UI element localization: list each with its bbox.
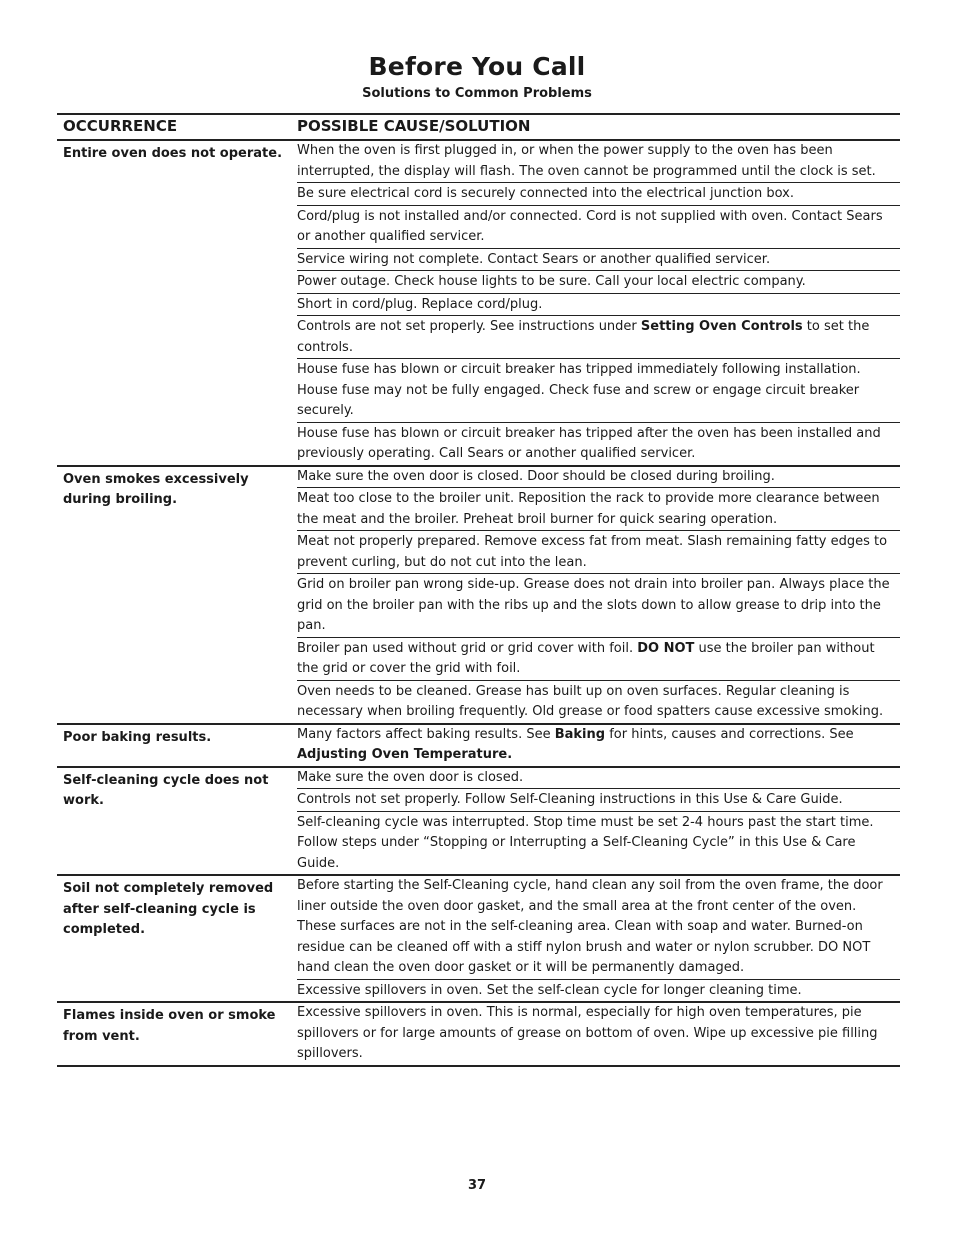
solution-item xyxy=(297,270,900,293)
solution-text: Make sure the oven door is closed. Door should be closed during broiling. xyxy=(297,468,775,484)
solution-text: Excessive spillovers in oven. Set the self-clean cycle for longer cleaning time. xyxy=(297,982,802,998)
solution-text: Grid on broiler pan wrong side-up. Grease does not drain into broiler pan. Always place the grid on the broiler pan with the ribs up and the slots down to allow grease to drip into the pan. xyxy=(297,577,890,633)
solution-text: for hints, causes and corrections. See xyxy=(605,726,854,742)
solution-item xyxy=(297,467,900,488)
occurrence-label: Oven smokes excessively during broiling. xyxy=(63,471,249,507)
problem-group xyxy=(57,876,900,1003)
solution-item xyxy=(297,979,900,1002)
solution-text: House fuse has blown or circuit breaker has tripped after the oven has been installed and previously operating. Call Sears or another qualified servicer. xyxy=(297,425,881,461)
page-subtitle: Solutions to Common Problems xyxy=(362,86,592,101)
solution-item xyxy=(297,768,900,789)
solution-item xyxy=(297,205,900,248)
solution-emphasis: Baking xyxy=(554,726,606,742)
solution-text: Power outage. Check house lights to be sure. Call your local electric company. xyxy=(297,274,806,289)
solution-item xyxy=(297,293,900,316)
solution-item xyxy=(297,141,900,182)
solutions-list xyxy=(297,1003,900,1065)
occurrence-label: Self-cleaning cycle does not work. xyxy=(63,772,269,808)
solution-item xyxy=(297,358,900,422)
problem-group xyxy=(57,725,900,768)
solution-text: Be sure electrical cord is securely connected into the electrical junction box. xyxy=(297,186,794,201)
solution-text: House fuse has blown or circuit breaker has tripped immediately following installation. House fuse may not be fully engaged. Check fuse and screw or engage circuit breaker securely. xyxy=(297,362,861,418)
solution-text: use the broiler pan without the grid or cover the grid with foil. xyxy=(297,640,875,676)
solution-text: Before starting the Self-Cleaning cycle, hand clean any soil from the oven frame, the door liner outside the oven door gasket, and the small area at the front center of the oven. These surfaces are not in the self-cleaning area. Clean with soap and water. Burned-on residue can be cleaned off with a stiff nylon brush and water or nylon scrubber. DO NOT hand clean the oven door gasket or it will be permanently damaged. xyxy=(297,878,883,975)
solution-text: Make sure the oven door is closed. xyxy=(297,769,524,785)
page-number: 37 xyxy=(467,1178,487,1193)
solution-item xyxy=(297,788,900,811)
occurrence-label: Entire oven does not operate. xyxy=(63,146,283,161)
solution-item xyxy=(297,680,900,723)
solution-item xyxy=(297,182,900,205)
solution-text: Many factors affect baking results. See xyxy=(297,726,555,742)
solution-item xyxy=(297,248,900,271)
solutions-list xyxy=(297,467,900,723)
solution-emphasis: Adjusting Oven Temperature. xyxy=(297,747,513,762)
solution-text: Controls are not set properly. See instructions under xyxy=(297,319,641,334)
problem-group xyxy=(57,1003,900,1067)
solution-item xyxy=(297,637,900,680)
solution-text: Meat not properly prepared. Remove excess fat from meat. Slash remaining fatty edges to prevent curling, but do not cut into the lean. xyxy=(297,534,888,570)
solution-text: Meat too close to the broiler unit. Reposition the rack to provide more clearance between the meat and the broiler. Preheat broil burner for quick searing operation. xyxy=(297,491,880,527)
table-header xyxy=(57,113,900,141)
solution-text: Oven needs to be cleaned. Grease has built up on oven surfaces. Regular cleaning is necessary when broiling frequently. Old grease or food spatters cause excessive smoking. xyxy=(297,683,884,719)
solution-item xyxy=(297,1003,900,1065)
solution-item xyxy=(297,876,900,979)
page-title: Before You Call xyxy=(368,52,586,81)
solution-text: Service wiring not complete. Contact Sears or another qualified servicer. xyxy=(297,251,771,267)
solution-text: to set the controls. xyxy=(297,319,870,355)
solution-item xyxy=(297,315,900,358)
problem-group xyxy=(57,768,900,877)
solution-text: Excessive spillovers in oven. This is normal, especially for high oven temperatures, pie spillovers or for large amounts of grease on bottom of oven. Wipe up excessive pie filling spillovers. xyxy=(297,1005,878,1061)
solution-item xyxy=(297,487,900,530)
solution-text: Broiler pan used without grid or grid cover with foil. xyxy=(297,640,638,656)
solution-item xyxy=(297,811,900,875)
solution-text: Controls not set properly. Follow Self-Cleaning instructions in this Use & Care Guide. xyxy=(297,792,843,807)
occurrence-label: Poor baking results. xyxy=(63,729,212,745)
solution-emphasis: Setting Oven Controls xyxy=(640,319,803,334)
solution-text: When the oven is first plugged in, or when the power supply to the oven has been interrupted, the display will flash. The oven cannot be programmed until the clock is set. xyxy=(297,143,876,179)
troubleshooting-table xyxy=(57,141,900,1067)
solution-item xyxy=(297,573,900,637)
solution-text: Self-cleaning cycle was interrupted. Stop time must be set 2-4 hours past the start time. Follow steps under “Stopping or Interrupting a Self-Cleaning Cycle” in this Use & Care Guide. xyxy=(297,814,874,871)
occurrence-label: Soil not completely removed after self-cleaning cycle is completed. xyxy=(63,881,274,937)
solutions-list xyxy=(297,141,900,465)
solution-item xyxy=(297,422,900,465)
problem-group xyxy=(57,467,900,725)
solution-item xyxy=(297,725,900,766)
solution-text: Short in cord/plug. Replace cord/plug. xyxy=(297,296,543,312)
occurrence-column-header: OCCURRENCE xyxy=(63,117,178,135)
solutions-list xyxy=(297,725,900,766)
solution-item xyxy=(297,530,900,573)
problem-group xyxy=(57,141,900,467)
solution-text: Cord/plug is not installed and/or connected. Cord is not supplied with oven. Contact Sears or another qualified servicer. xyxy=(297,208,883,244)
occurrence-label: Flames inside oven or smoke from vent. xyxy=(63,1008,276,1044)
solutions-list xyxy=(297,876,900,1001)
solution-emphasis: DO NOT xyxy=(637,640,695,656)
solutions-list xyxy=(297,768,900,875)
solution-column-header: POSSIBLE CAUSE/SOLUTION xyxy=(297,117,531,135)
